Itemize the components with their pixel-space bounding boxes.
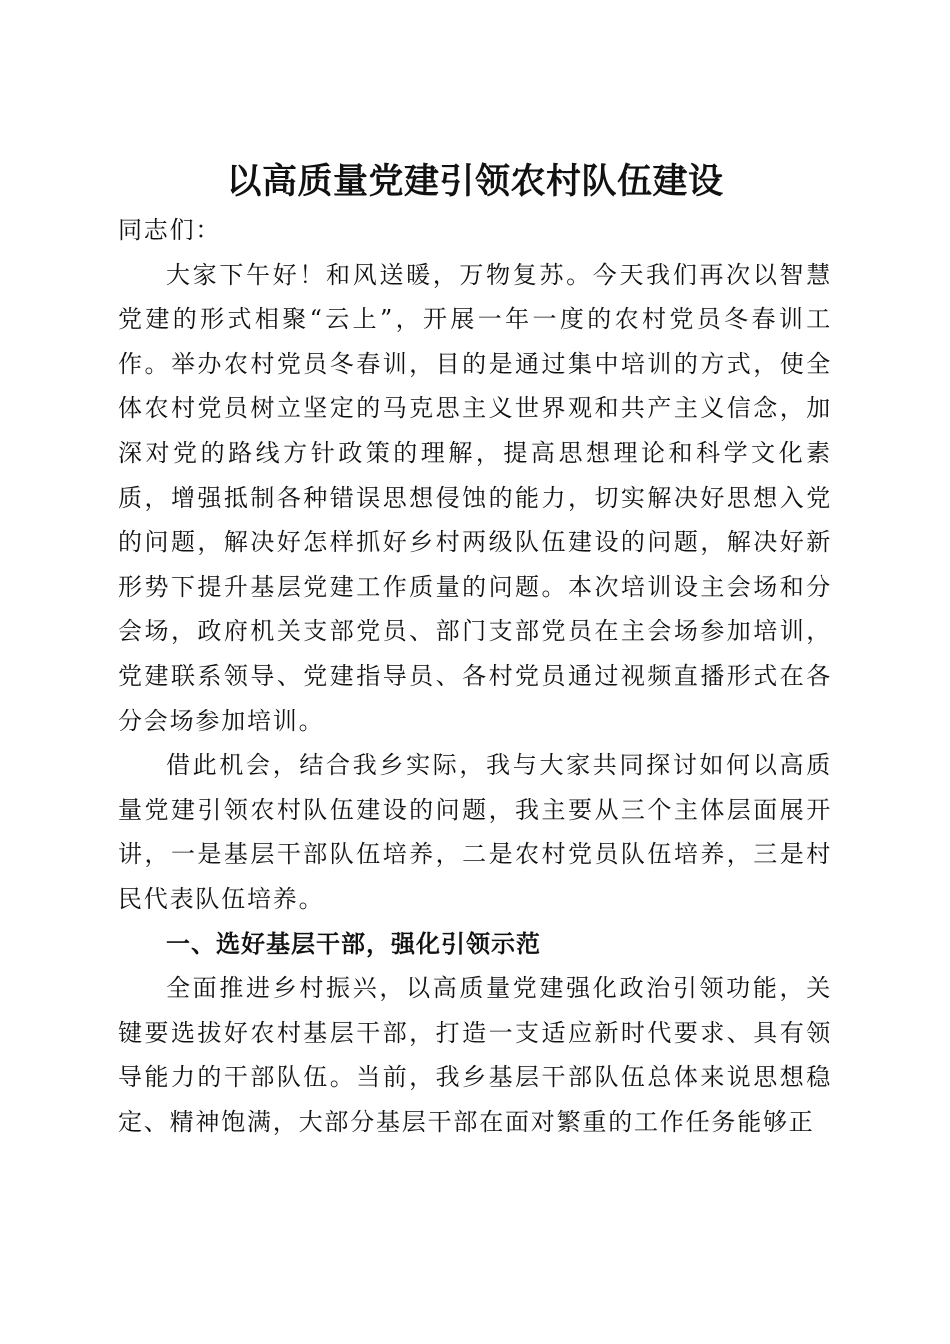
salutation: 同志们： <box>118 216 222 244</box>
section-heading-1: 一、选好基层干部，强化引领示范 <box>166 929 541 958</box>
document-body <box>118 208 832 1144</box>
paragraph-opening: 大家下午好！和风送暖，万物复苏。今天我们再次以智慧党建的形式相聚“云上”，开展一年一度的农村党员冬春训工作。举办农村党员冬春训，目的是通过集中培训的方式，使全体农村党员树立坚定的马克思主义世界观和共产主义信念，加深对党的路线方针政策的理解，提高思想理论和科学文化素质，增强抵制各种错误思想侵蚀的能力，切实解决好思想入党的问题，解决好怎样抓好乡村两级队伍建设的问题，解决好新形势下提升基层党建工作质量的问题。本次培训设主会场和分会场，政府机关支部党员、部门支部党员在主会场参加培训，党建联系领导、党建指导员、各村党员通过视频直播形式在各分会场参加培训。 <box>118 260 832 735</box>
paragraph-overview: 借此机会，结合我乡实际，我与大家共同探讨如何以高质量党建引领农村队伍建设的问题，我主要从三个主体层面展开讲，一是基层干部队伍培养，二是农村党员队伍培养，三是村民代表队伍培养。 <box>118 751 832 913</box>
paragraph-section-1: 全面推进乡村振兴，以高质量党建强化政治引领功能，关键要选拔好农村基层干部，打造一支适应新时代要求、具有领导能力的干部队伍。当前，我乡基层干部队伍总体来说思想稳定、精神饱满，大部分基层干部在面对繁重的工作任务能够正 <box>118 974 832 1136</box>
document-title: 以高质量党建引领农村队伍建设 <box>226 161 724 203</box>
